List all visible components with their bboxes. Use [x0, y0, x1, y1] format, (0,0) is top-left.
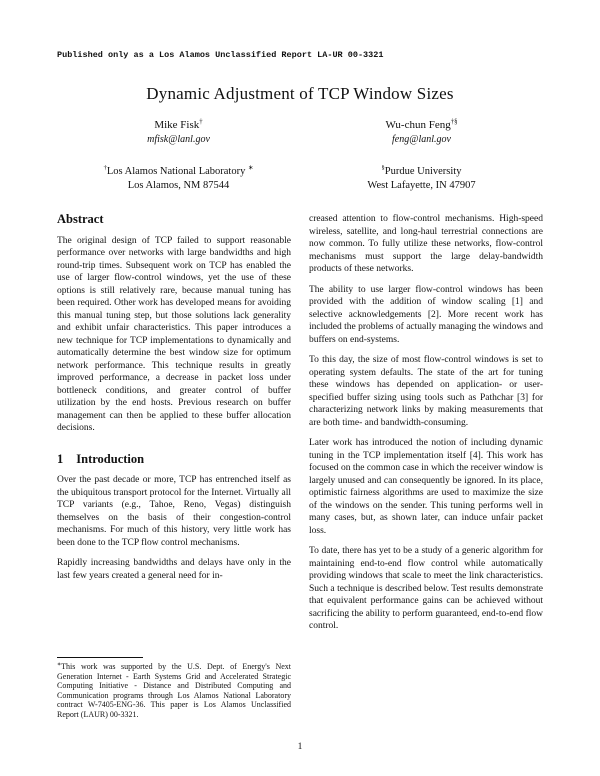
introduction-heading [57, 453, 291, 466]
author-email-1: mfisk@lanl.gov [147, 134, 210, 145]
affiliation-marker-1: † [103, 164, 107, 172]
affiliation-note-1: ∗ [247, 164, 254, 172]
affiliation-name-2: Purdue University [384, 166, 462, 177]
authors-row [57, 119, 543, 145]
footnote-rule [57, 657, 143, 658]
section-number: 1 [57, 451, 64, 466]
affiliation-address-1: Los Alamos, NM 87544 [127, 179, 230, 191]
author-marker-2: †§ [450, 118, 458, 126]
abstract-text: The original design of TCP failed to support reasonable performance over networks with large bandwidths and high round-trip times. Subsequent work on TCP has enabled the use of larger flow-control windows, yet the use of these options is still relatively rare, because manual tuning has been required. Other work has developed means for avoiding this manual tuning step, but those solutions lack generality and exhibit unfair characteristics. This paper introduces a new technique for TCP implementations to dynamically and automatically determine the best window size for optimum network performance. This technique results in greatly improved performance, a decrease in packet loss under bottleneck conditions, and greater control of buffer utilization by the end hosts. Previous research on buffer management can then be applied to these buffer allocation decisions. [57, 235, 291, 433]
two-column-body [57, 213, 543, 719]
right-column [309, 213, 543, 719]
author-name-2 [300, 119, 543, 131]
intro-paragraph-1: Over the past decade or more, TCP has entrenched itself as the ubiquitous transport protocol for the Internet. Virtually all TCP variants (e.g., Tahoe, Reno, Vegas) distinguish themselves on the basis of their congestion-control mechanisms. For much of this history, very little work has been done to the TCP flow control mechanisms. [57, 475, 291, 548]
affiliation-name-1: Los Alamos National Laboratory [106, 166, 248, 177]
footnote-text-body: This work was supported by the U.S. Dept. of Energy's Next Generation Internet - Earth Systems Grid and Accelerated Strategic Computing Initiative - Distance and Distributed Computing and Communication programs through Los Alamos National Laboratory contract W-7405-ENG-36. This paper is Los Alamos Unclassified Report (LAUR) 00-3321. [57, 662, 291, 719]
report-banner: Published only as a Los Alamos Unclassified Report LA-UR 00-3321 [57, 50, 384, 60]
author-block-1 [57, 119, 300, 145]
author-name-text-1: Mike Fisk [154, 119, 200, 131]
affiliation-name-line-2 [300, 165, 543, 179]
affiliation-address-2: West Lafayette, IN 47907 [367, 179, 476, 191]
affiliation-block-2 [300, 165, 543, 192]
affiliation-name-line-1 [57, 165, 300, 179]
right-paragraph-2: The ability to use larger flow-control windows has been provided with the addition of window scaling [1] and selective acknowledgements [2]. More recent work has included the problems of actually managing the windows and buffers on end-systems. [309, 284, 543, 345]
abstract-heading: Abstract [57, 212, 104, 226]
author-email-2: feng@lanl.gov [392, 134, 451, 145]
affiliation-marker-2: § [381, 164, 385, 172]
affiliation-block-1 [57, 165, 300, 192]
right-paragraph-1: creased attention to flow-control mechanisms. High-speed wireless, satellite, and long-haul terrestrial connections are now common. To fully utilize these networks, flow-control mechanisms must support the large delay-bandwidth products of these networks. [309, 214, 543, 274]
right-paragraph-5: To date, there has yet to be a study of a generic algorithm for maintaining end-to-end flow control while automatically providing windows that scale to meet the link characteristics. Such a technique is described below. Test results demonstrate that equivalent performance gains can be achieved without sacrificing the ability to perform guaranteed, end-to-end flow control. [309, 546, 543, 631]
right-paragraph-3: To this day, the size of most flow-control windows is set to operating system defaults. The state of the art for tuning these windows has depended on application- or user-specified buffer sizing using tools such as Pathchar [3] for characterizing network links by making measurements that are both time- and bandwidth-consuming. [309, 355, 543, 428]
footnote-marker: ∗ [57, 662, 62, 668]
footnote-block [57, 657, 291, 719]
left-column [57, 213, 291, 719]
affiliations-row [57, 165, 543, 192]
paper-title: Dynamic Adjustment of TCP Window Sizes [146, 84, 454, 103]
author-marker-1: † [199, 118, 203, 126]
section-title: Introduction [76, 451, 145, 466]
right-paragraph-4: Later work has introduced the notion of including dynamic tuning in the TCP implementation itself [4]. This work has focused on the common case in which the receiver window is largely unused and can consequently be ignored. In its place, optimistic fairness algorithms are used to maximize the size of the windows on the sender. This tuning performs well in many cases, but, as shown later, can induce unfair packet loss. [309, 438, 543, 536]
page-number: 1 [297, 742, 303, 752]
author-name-1 [57, 119, 300, 131]
author-name-text-2: Wu-chun Feng [385, 119, 451, 131]
author-block-2 [300, 119, 543, 145]
footnote-text [57, 662, 291, 719]
intro-paragraph-2: Rapidly increasing bandwidths and delays have only in the last few years created a general need for in- [57, 558, 291, 581]
